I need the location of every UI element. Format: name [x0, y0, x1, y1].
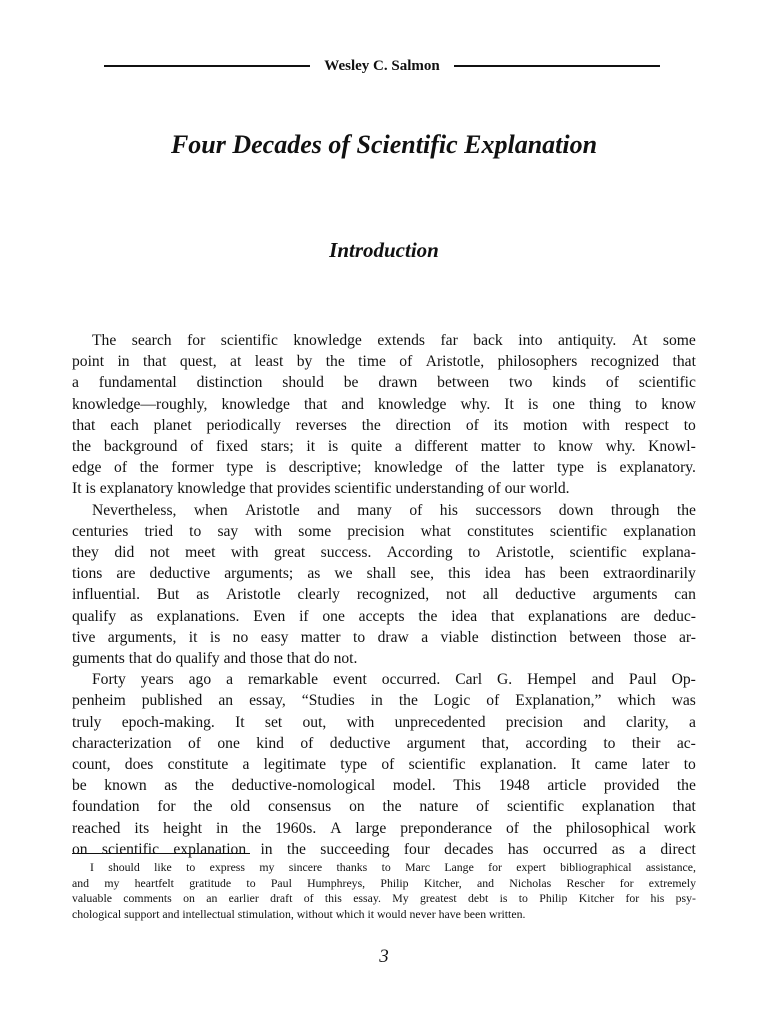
body-line: a fundamental distinction should be drawn between two kinds of scientific [72, 374, 696, 392]
body-line: tions are deductive arguments; as we shall see, this idea has been extraordinarily [72, 565, 696, 583]
footnote-line: and my heartfelt gratitude to Paul Humphreys, Philip Kitcher, and Nicholas Rescher for extremely [72, 875, 696, 890]
body-line: be known as the deductive-nomological model. This 1948 article provided the [72, 777, 696, 795]
author-name: Wesley C. Salmon [324, 57, 440, 74]
body-line: reached its height in the 1960s. A large preponderance of the philosophical work [72, 819, 696, 837]
page-number: 3 [379, 946, 389, 967]
body-line: they did not meet with great success. According to Aristotle, scientific explana- [72, 544, 696, 562]
body-line: Forty years ago a remarkable event occurred. Carl G. Hempel and Paul Op- [92, 671, 696, 689]
body-line: Nevertheless, when Aristotle and many of his successors down through the [92, 501, 696, 519]
body-line: tive arguments, it is no easy matter to draw a viable distinction between those ar- [72, 628, 696, 646]
body-line: that each planet periodically reverses the direction of its motion with respect to [72, 416, 696, 434]
body-line: penheim published an essay, “Studies in the Logic of Explanation,” which was [72, 692, 696, 710]
body-line: knowledge—roughly, knowledge that and knowledge why. It is one thing to know [72, 395, 696, 413]
body-line: on scientific explanation in the succeeding four decades has occurred as a direct [72, 840, 696, 858]
body-line: the background of fixed stars; it is quite a different matter to know why. Knowl- [72, 438, 696, 456]
body-line: foundation for the old consensus on the nature of scientific explanation that [72, 798, 696, 816]
body-line: point in that quest, at least by the time of Aristotle, philosophers recognized that [72, 353, 696, 371]
chapter-title: Four Decades of Scientific Explanation [170, 130, 598, 159]
body-text [72, 330, 696, 860]
body-line: The search for scientific knowledge extends far back into antiquity. At some [92, 332, 696, 349]
footnote-line: valuable comments on an earlier draft of this essay. My greatest debt is to Philip Kitcher for his psy- [72, 891, 696, 906]
footnote-line: chological support and intellectual stimulation, without which it would never have been written. [72, 906, 526, 921]
footnote [72, 860, 696, 922]
body-line: centuries tried to say with some precision what constitutes scientific explanation [72, 522, 696, 540]
body-line: edge of the former type is descriptive; knowledge of the latter type is explanatory. [72, 459, 696, 477]
body-line: truly epoch-making. It set out, with unprecedented precision and clarity, a [72, 713, 696, 731]
body-line: guments that do qualify and those that do not. [72, 650, 358, 668]
body-line: It is explanatory knowledge that provides scientific understanding of our world. [72, 480, 570, 498]
body-line: characterization of one kind of deductive argument that, according to their ac- [72, 734, 696, 752]
header-rule-left [104, 65, 310, 67]
footnote-line: I should like to express my sincere thanks to Marc Lange for expert bibliographical assistance, [90, 860, 696, 874]
header-rule-right [454, 65, 660, 67]
section-heading: Introduction [329, 238, 439, 262]
footnote-rule [72, 853, 250, 854]
body-line: qualify as explanations. Even if one accepts the idea that explanations are deduc- [72, 607, 696, 625]
body-line: count, does constitute a legitimate type of scientific explanation. It came later to [72, 756, 696, 774]
body-line: influential. But as Aristotle clearly recognized, not all deductive arguments can [72, 586, 696, 604]
running-header [104, 56, 660, 76]
